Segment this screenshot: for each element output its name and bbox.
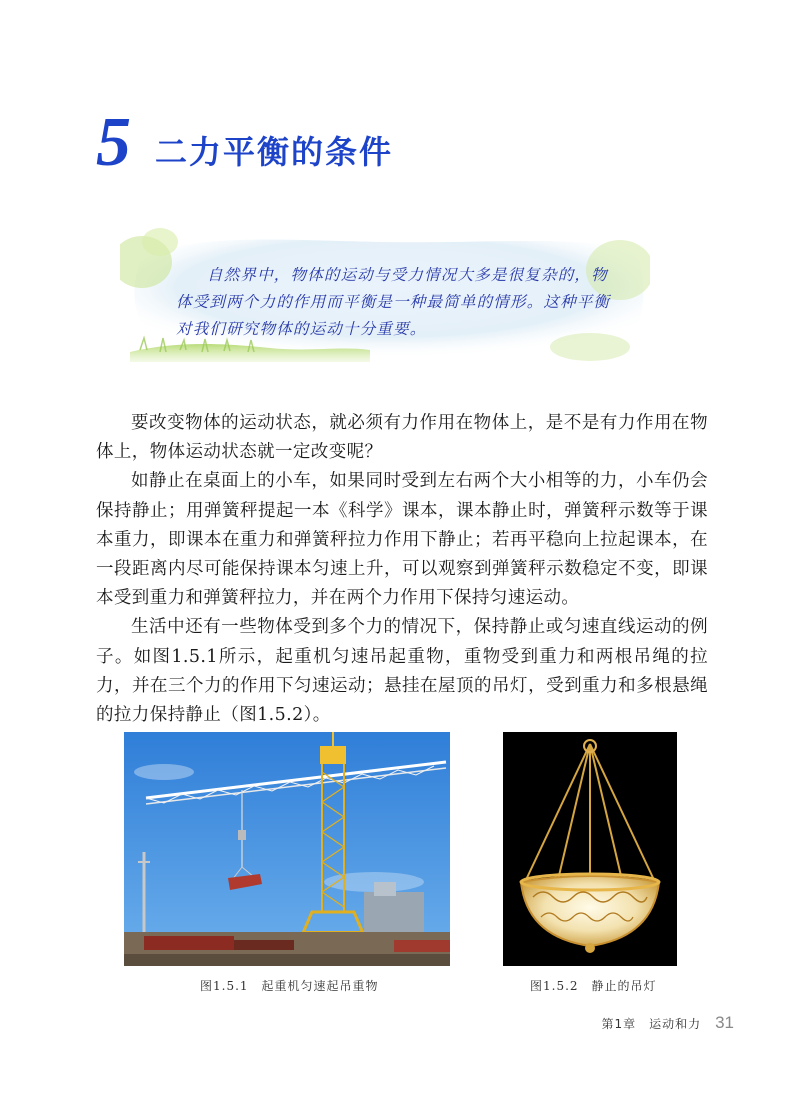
- section-heading: [96, 104, 394, 181]
- chapter-label: 第1章 运动和力: [601, 1017, 702, 1031]
- body-paragraph-1: 要改变物体的运动状态，就必须有力作用在物体上，是不是有力作用在物体上，物体运动状态就一定改变呢？: [96, 413, 708, 463]
- figure-2-caption: 图1.5.2 静止的吊灯: [530, 979, 657, 993]
- section-number: 5: [96, 104, 131, 181]
- page-footer: [601, 1013, 734, 1033]
- section-title: 二力平衡的条件: [155, 133, 394, 171]
- figure-1-caption: 图1.5.1 起重机匀速起吊重物: [200, 979, 379, 993]
- crane-photo: [124, 732, 450, 966]
- chandelier-photo: [503, 732, 677, 966]
- body-paragraph-3: 生活中还有一些物体受到多个力的情况下，保持静止或匀速直线运动的例子。如图1.5.1所示，起重机匀速吊起重物，重物受到重力和两根吊绳的拉力，并在三个力的作用下匀速运动；悬挂在屋顶的吊灯，受到重力和多根悬绳的拉力保持静止（图1.5.2）。: [96, 617, 708, 726]
- body-text: [96, 409, 708, 730]
- intro-paragraph: 自然界中，物体的运动与受力情况大多是很复杂的，物体受到两个力的作用而平衡是一种最简单的情形。这种平衡对我们研究物体的运动十分重要。: [176, 266, 611, 338]
- intro-text: [176, 262, 622, 343]
- body-paragraph-2: 如静止在桌面上的小车，如果同时受到左右两个大小相等的力，小车仍会保持静止；用弹簧秤提起一本《科学》课本，课本静止时，弹簧秤示数等于课本重力，即课本在重力和弹簧秤拉力作用下静止；若再平稳向上拉起课本，在一段距离内尽可能保持课本匀速上升，可以观察到弹簧秤示数稳定不变，即课本受到重力和弹簧秤拉力，并在两个力作用下保持匀速运动。: [96, 471, 708, 609]
- page-number: 31: [715, 1013, 734, 1032]
